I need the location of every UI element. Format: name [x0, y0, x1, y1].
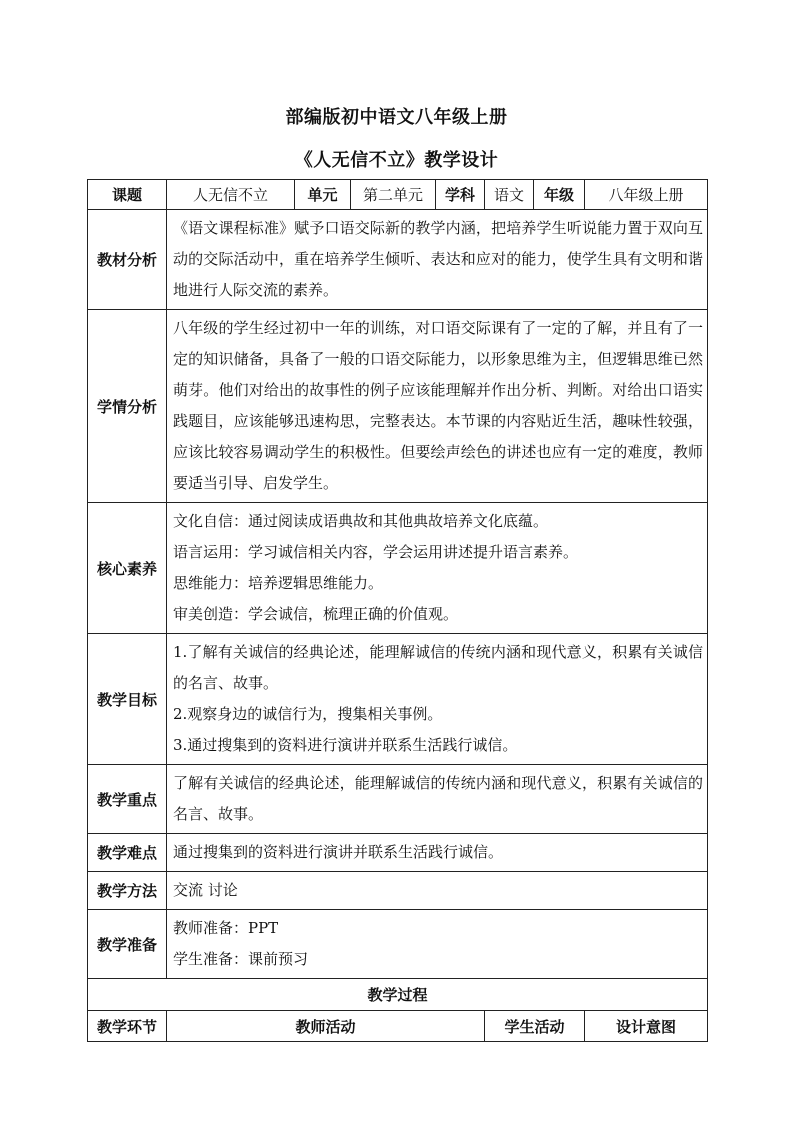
core-literacy-list	[167, 503, 708, 634]
process-header-row	[88, 1011, 708, 1042]
objectives-label: 教学目标	[88, 634, 167, 765]
column-header-stage: 教学环节	[88, 1011, 167, 1042]
key-point-row	[88, 765, 708, 834]
process-title: 教学过程	[88, 979, 708, 1011]
preparation-row	[88, 910, 708, 979]
learner-analysis-text: 八年级的学生经过初中一年的训练，对口语交际课有了一定的了解，并且有了一定的知识储备，具备了一般的口语交际能力，以形象思维为主，但逻辑思维已然萌芽。他们对给出的故事性的例子应该能理解并作出分析、判断。对给出口语实践题目，应该能够迅速构思，完整表达。本节课的内容贴近生活，趣味性较强，应该比较容易调动学生的积极性。但要绘声绘色的讲述也应有一定的难度，教师要适当引导、启发学生。	[167, 310, 708, 503]
core-literacy-item: 文化自信：通过阅读成语典故和其他典故培养文化底蕴。	[173, 512, 549, 530]
meta-row	[88, 180, 708, 210]
process-title-row	[88, 979, 708, 1011]
preparation-item: 学生准备：课前预习	[173, 950, 309, 968]
method-text: 交流 讨论	[167, 872, 708, 910]
column-header-student-activity: 学生活动	[485, 1011, 585, 1042]
material-analysis-text: 《语文课程标准》赋予口语交际新的教学内涵，把培养学生听说能力置于双向互动的交际活动中，重在培养学生倾听、表达和应对的能力，使学生具有文明和谐地进行人际交流的素养。	[167, 210, 708, 310]
unit-value: 第二单元	[351, 180, 436, 210]
topic-label: 课题	[88, 180, 167, 210]
preparation-label: 教学准备	[88, 910, 167, 979]
objective-item: 1.了解有关诚信的经典论述，能理解诚信的传统内涵和现代意义，积累有关诚信的名言、故事。	[173, 643, 703, 692]
key-point-label: 教学重点	[88, 765, 167, 834]
topic-value: 人无信不立	[167, 180, 295, 210]
learner-analysis-row	[88, 310, 708, 503]
core-literacy-label: 核心素养	[88, 503, 167, 634]
objectives-row	[88, 634, 708, 765]
column-header-design-intent: 设计意图	[585, 1011, 708, 1042]
key-point-text: 了解有关诚信的经典论述，能理解诚信的传统内涵和现代意义，积累有关诚信的名言、故事。	[167, 765, 708, 834]
objective-item: 3.通过搜集到的资料进行演讲并联系生活践行诚信。	[173, 736, 518, 754]
core-literacy-row	[88, 503, 708, 634]
preparation-list	[167, 910, 708, 979]
preparation-item: 教师准备：PPT	[173, 919, 279, 937]
learner-analysis-label: 学情分析	[88, 310, 167, 503]
grade-label: 年级	[534, 180, 585, 210]
difficulty-row	[88, 834, 708, 872]
document-subtitle: 《人无信不立》教学设计	[294, 150, 499, 171]
grade-value: 八年级上册	[585, 180, 708, 210]
lesson-plan-table	[87, 179, 708, 1042]
objective-item: 2.观察身边的诚信行为，搜集相关事例。	[173, 705, 443, 723]
method-label: 教学方法	[88, 872, 167, 910]
unit-label: 单元	[295, 180, 351, 210]
core-literacy-item: 语言运用：学习诚信相关内容，学会运用讲述提升语言素养。	[173, 543, 579, 561]
material-analysis-label: 教材分析	[88, 210, 167, 310]
difficulty-text: 通过搜集到的资料进行演讲并联系生活践行诚信。	[167, 834, 708, 872]
column-header-teacher-activity: 教师活动	[167, 1011, 485, 1042]
method-row	[88, 872, 708, 910]
core-literacy-item: 思维能力：培养逻辑思维能力。	[173, 574, 384, 592]
objectives-list	[167, 634, 708, 765]
subject-value: 语文	[485, 180, 534, 210]
subject-label: 学科	[436, 180, 485, 210]
difficulty-label: 教学难点	[88, 834, 167, 872]
document-title: 部编版初中语文八年级上册	[285, 107, 508, 128]
core-literacy-item: 审美创造：学会诚信，梳理正确的价值观。	[173, 605, 459, 623]
material-analysis-row	[88, 210, 708, 310]
